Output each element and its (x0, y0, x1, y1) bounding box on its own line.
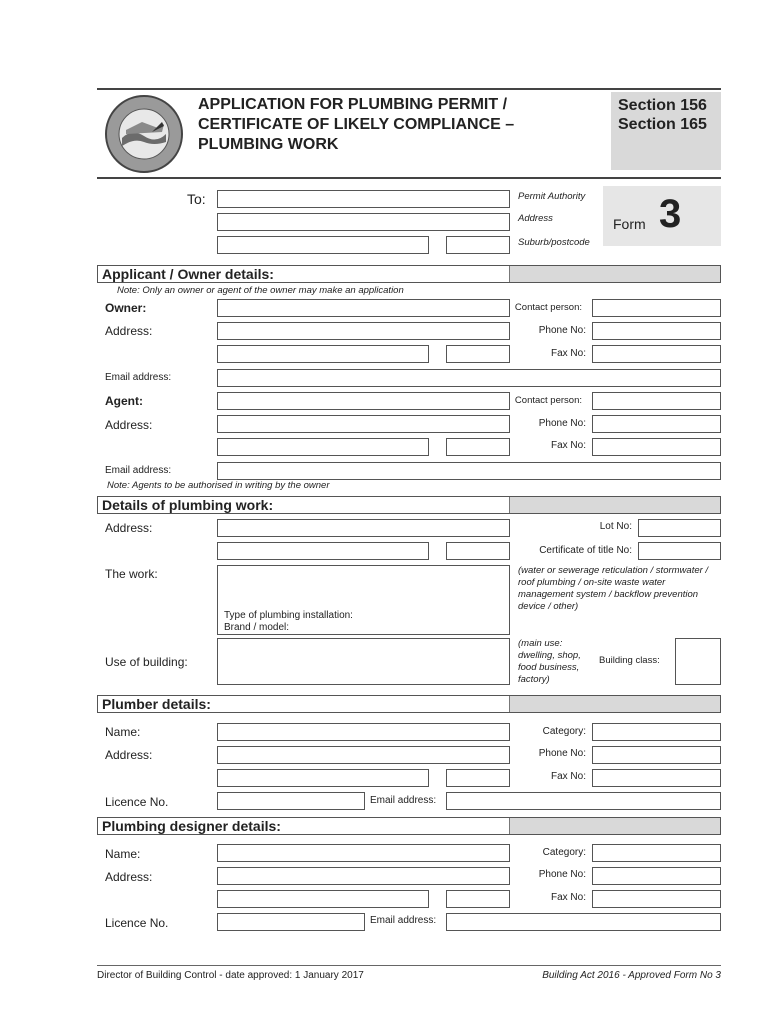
plumber-category-field[interactable] (592, 723, 721, 741)
plumber-address-label: Address: (105, 748, 153, 762)
form-number-box (603, 186, 721, 246)
plumber-fax-label: Fax No: (550, 771, 586, 782)
owner-contact-person-field[interactable] (592, 299, 721, 317)
work-section-header (97, 496, 721, 514)
header-top-rule (97, 88, 721, 90)
agent-note: Note: Agents to be authorised in writing by the owner (107, 480, 330, 491)
agent-email-field[interactable] (217, 462, 721, 480)
use-of-building-field[interactable] (217, 638, 510, 685)
owner-address-label: Address: (105, 324, 153, 338)
suburb-postcode-caption: Suburb/postcode (518, 237, 590, 248)
permit-authority-field[interactable] (217, 190, 510, 208)
work-address-field[interactable] (217, 519, 510, 537)
owner-email-field[interactable] (217, 369, 721, 387)
the-work-label: The work: (105, 567, 158, 581)
agent-fax-label: Fax No: (550, 440, 586, 451)
building-class-label: Building class: (599, 655, 660, 666)
form-title-line-1: APPLICATION FOR PLUMBING PERMIT / (198, 96, 508, 113)
work-address-label: Address: (105, 521, 153, 535)
building-class-field[interactable] (675, 638, 721, 685)
plumber-name-label: Name: (105, 725, 141, 739)
owner-phone-label: Phone No: (538, 325, 586, 336)
agent-suburb-field[interactable] (217, 438, 429, 456)
designer-phone-label: Phone No: (538, 869, 586, 880)
owner-email-label: Email address: (105, 372, 172, 383)
lot-no-label: Lot No: (599, 521, 632, 532)
use-of-building-label: Use of building: (105, 655, 188, 669)
form-number: 3 (659, 192, 682, 236)
certificate-title-label: Certificate of title No: (539, 545, 632, 556)
plumber-category-label: Category: (542, 726, 586, 737)
section-165: Section 165 (618, 116, 707, 133)
plumber-licence-label: Licence No. (105, 795, 169, 809)
agent-phone-field[interactable] (592, 415, 721, 433)
owner-suburb-field[interactable] (217, 345, 429, 363)
form-title-line-2: CERTIFICATE OF LIKELY COMPLIANCE – (198, 116, 515, 133)
form-title-line-3: PLUMBING WORK (198, 136, 339, 153)
owner-fax-field[interactable] (592, 345, 721, 363)
authority-postcode-field[interactable] (446, 236, 510, 254)
owner-label: Owner: (105, 301, 147, 315)
designer-section-header (97, 817, 721, 835)
type-installation-label: Type of plumbing installation: (224, 610, 353, 621)
designer-category-label: Category: (542, 847, 586, 858)
owner-phone-field[interactable] (592, 322, 721, 340)
plumber-licence-field[interactable] (217, 792, 365, 810)
applicant-note: Note: Only an owner or agent of the owner may make an application (117, 285, 404, 296)
agent-contact-person-label: Contact person: (514, 395, 582, 406)
work-suburb-field[interactable] (217, 542, 429, 560)
footer-right: Building Act 2016 - Approved Form No 3 (542, 970, 721, 981)
form-label: Form (613, 216, 646, 232)
plumber-email-field[interactable] (446, 792, 721, 810)
authority-suburb-field[interactable] (217, 236, 429, 254)
owner-fax-label: Fax No: (550, 348, 586, 359)
designer-fax-field[interactable] (592, 890, 721, 908)
designer-email-label: Email address: (370, 915, 437, 926)
authority-address-field[interactable] (217, 213, 510, 231)
agent-contact-person-field[interactable] (592, 392, 721, 410)
address-caption: Address (518, 213, 553, 224)
owner-contact-person-label: Contact person: (514, 302, 582, 313)
footer-rule (97, 965, 721, 966)
section-box (611, 92, 721, 170)
agent-email-label: Email address: (105, 465, 172, 476)
designer-phone-field[interactable] (592, 867, 721, 885)
work-hint: (water or sewerage reticulation / stormwater / roof plumbing / on-site waste water management system / backflow prevention device / other) (518, 565, 709, 612)
brand-model-label: Brand / model: (224, 622, 290, 633)
work-heading: Details of plumbing work: (102, 497, 274, 513)
permit-authority-caption: Permit Authority (518, 191, 586, 202)
designer-licence-field[interactable] (217, 913, 365, 931)
plumber-section-header (97, 695, 721, 713)
plumber-email-label: Email address: (370, 795, 437, 806)
applicant-section-header (97, 265, 721, 283)
designer-suburb-field[interactable] (217, 890, 429, 908)
agent-label: Agent: (105, 394, 143, 408)
certificate-title-field[interactable] (638, 542, 721, 560)
plumber-suburb-field[interactable] (217, 769, 429, 787)
plumber-phone-label: Phone No: (538, 748, 586, 759)
designer-category-field[interactable] (592, 844, 721, 862)
footer-left: Director of Building Control - date approved: 1 January 2017 (97, 970, 364, 981)
designer-fax-label: Fax No: (550, 892, 586, 903)
section-156: Section 156 (618, 97, 707, 114)
lot-no-field[interactable] (638, 519, 721, 537)
applicant-heading: Applicant / Owner details: (102, 266, 274, 282)
plumber-phone-field[interactable] (592, 746, 721, 764)
plumber-fax-field[interactable] (592, 769, 721, 787)
designer-name-label: Name: (105, 847, 141, 861)
council-logo (102, 94, 186, 174)
designer-heading: Plumbing designer details: (102, 818, 281, 834)
to-label: To: (187, 191, 206, 207)
designer-licence-label: Licence No. (105, 916, 169, 930)
designer-address-label: Address: (105, 870, 153, 884)
use-hint: (main use: dwelling, shop, food business, factory) (518, 638, 581, 685)
the-work-field[interactable] (217, 565, 510, 635)
agent-phone-label: Phone No: (538, 418, 586, 429)
agent-fax-field[interactable] (592, 438, 721, 456)
plumber-heading: Plumber details: (102, 696, 211, 712)
designer-email-field[interactable] (446, 913, 721, 931)
agent-address-label: Address: (105, 418, 153, 432)
header-bottom-rule (97, 177, 721, 179)
